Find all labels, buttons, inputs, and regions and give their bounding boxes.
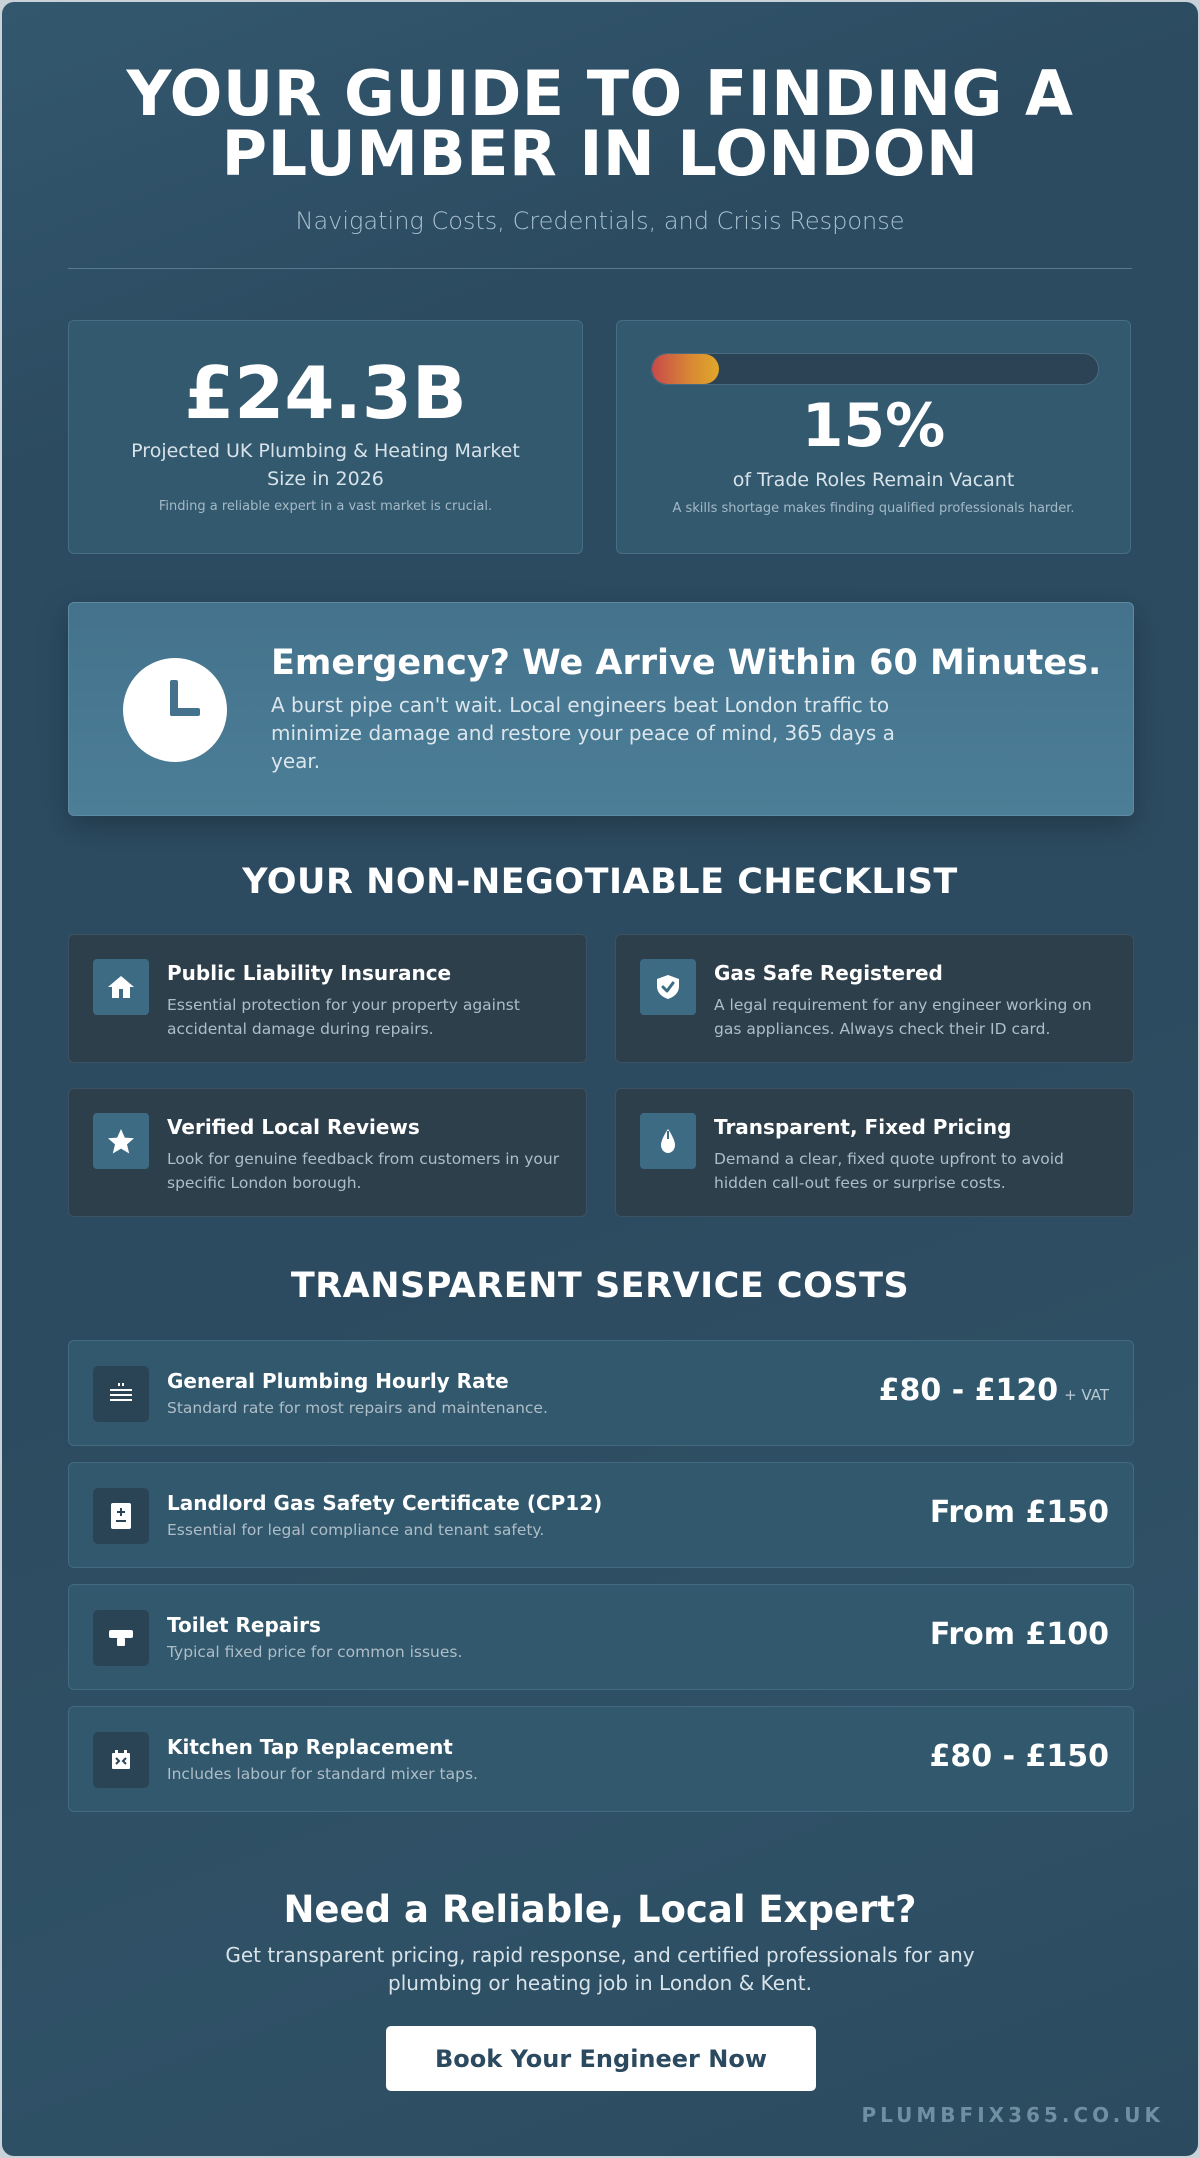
vacancy-progress-bar (651, 353, 1099, 385)
market-size-card (68, 320, 583, 554)
price-row-value (930, 1617, 1109, 1652)
toilet-icon (93, 1610, 149, 1666)
price-amount: From £150 (929, 1495, 1109, 1530)
price-row (68, 1584, 1134, 1690)
price-row-title: Toilet Repairs (167, 1613, 321, 1637)
price-row-value (879, 1373, 1109, 1408)
emergency-banner (68, 602, 1134, 816)
checklist-heading: YOUR NON-NEGOTIABLE CHECKLIST (242, 862, 958, 902)
price-row-desc: Essential for legal compliance and tenant safety. (167, 1521, 545, 1539)
certificate-icon (93, 1488, 149, 1544)
infographic-page (2, 2, 1198, 2156)
price-row-desc: Typical fixed price for common issues. (167, 1643, 463, 1661)
checklist-item (68, 1088, 587, 1217)
page-subtitle: Navigating Costs, Credentials, and Crisis Response (295, 207, 905, 235)
checklist-item-desc: A legal requirement for any engineer working on gas appliances. Always check their ID card. (714, 996, 1092, 1038)
page-title (2, 57, 1198, 190)
water-drop-icon (640, 1113, 696, 1169)
costs-heading: TRANSPARENT SERVICE COSTS (290, 1266, 910, 1306)
price-row-desc: Standard rate for most repairs and maintenance. (167, 1399, 548, 1417)
header-divider (68, 268, 1132, 269)
checklist-item (615, 934, 1134, 1063)
price-row (68, 1462, 1134, 1568)
vacancy-card (616, 320, 1131, 554)
checklist-item (68, 934, 587, 1063)
checklist-item (615, 1088, 1134, 1217)
price-amount: £80 - £120 (878, 1373, 1059, 1408)
market-size-label: Projected UK Plumbing & Heating Market Size in 2026 (131, 440, 520, 490)
checklist-item-title: Verified Local Reviews (167, 1115, 420, 1139)
cta-title: Need a Reliable, Local Expert? (283, 1888, 917, 1931)
brand-footer: PLUMBFIX365.CO.UK (861, 2103, 1164, 2127)
price-amount: From £100 (929, 1617, 1109, 1652)
checklist-item-desc: Demand a clear, fixed quote upfront to avoid hidden call-out fees or surprise costs. (714, 1150, 1064, 1192)
radiator-icon (93, 1366, 149, 1422)
price-row (68, 1340, 1134, 1446)
price-row-value (930, 1739, 1109, 1774)
price-row-title: General Plumbing Hourly Rate (167, 1369, 509, 1393)
vacancy-value: 15% (801, 391, 946, 461)
house-icon (93, 959, 149, 1015)
vacancy-progress-fill (652, 354, 719, 384)
checklist-item-title: Transparent, Fixed Pricing (714, 1115, 1012, 1139)
emergency-text: A burst pipe can't wait. Local engineers beat London traffic to minimize damage and restore your peace of mind, 365 days a year. (271, 693, 895, 773)
cta-text: Get transparent pricing, rapid response, and certified professionals for any plumbing or heating job in London & Kent. (225, 1943, 975, 1995)
price-amount: £80 - £150 (929, 1739, 1109, 1774)
shield-check-icon (640, 959, 696, 1015)
price-row-title: Kitchen Tap Replacement (167, 1735, 453, 1759)
market-size-note: Finding a reliable expert in a vast market is crucial. (158, 499, 493, 514)
price-row (68, 1706, 1134, 1812)
price-row-desc: Includes labour for standard mixer taps. (167, 1765, 478, 1783)
checklist-item-title: Gas Safe Registered (714, 961, 943, 985)
checklist-item-desc: Essential protection for your property against accidental damage during repairs. (167, 996, 520, 1038)
page-title-line-1: YOUR GUIDE TO FINDING A (126, 57, 1074, 130)
price-row-title: Landlord Gas Safety Certificate (CP12) (167, 1491, 603, 1515)
book-engineer-button[interactable]: Book Your Engineer Now (386, 2026, 816, 2091)
checklist-item-title: Public Liability Insurance (167, 961, 452, 985)
emergency-title: Emergency? We Arrive Within 60 Minutes. (271, 643, 1102, 683)
checklist-item-desc: Look for genuine feedback from customers in your specific London borough. (167, 1150, 560, 1192)
price-row-value (930, 1495, 1109, 1530)
tap-icon (93, 1732, 149, 1788)
clock-icon (123, 658, 227, 762)
vacancy-note: A skills shortage makes finding qualified professionals harder. (672, 501, 1075, 516)
page-title-line-2: PLUMBER IN LONDON (221, 117, 979, 190)
vacancy-label: of Trade Roles Remain Vacant (732, 469, 1015, 491)
market-size-value: £24.3B (184, 351, 467, 435)
star-icon (93, 1113, 149, 1169)
price-suffix: + VAT (1064, 1386, 1109, 1404)
